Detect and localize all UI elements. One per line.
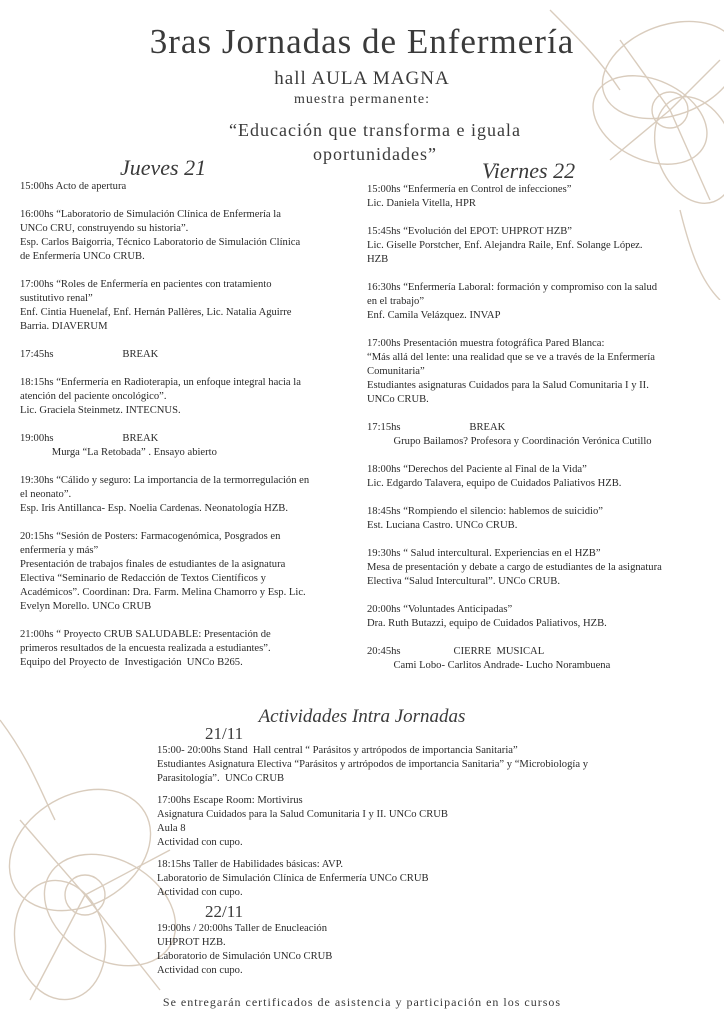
schedule-item <box>157 794 717 850</box>
schedule-item <box>367 505 712 533</box>
schedule-line: 19:30hs “ Salud intercultural. Experiencias en el HZB” <box>367 548 601 559</box>
schedule-line: 18:45hs “Rompiendo el silencio: hablemos de suicidio” <box>367 506 603 517</box>
schedule-item <box>20 278 360 334</box>
schedule-line: de Enfermería UNCo CRUB. <box>20 251 145 262</box>
schedule-line: Parasitología”. UNCo CRUB <box>157 773 285 784</box>
exhibit-heading: muestra permanente: <box>293 92 430 107</box>
schedule-line: 18:00hs “Derechos del Paciente al Final de la Vida” <box>367 464 587 475</box>
schedule-line: Esp. Iris Antillanca- Esp. Noelia Cardenas. Neonatología HZB. <box>20 503 289 514</box>
schedule-line: Electiva “Seminario de Redacción de Textos Científicos y <box>20 573 266 584</box>
schedule-item <box>20 628 360 670</box>
schedule-item <box>20 530 360 614</box>
schedule-line: enfermería y más” <box>20 545 99 556</box>
schedule-line: 20:45hs CIERRE MUSICAL <box>367 646 545 657</box>
schedule-item <box>20 180 360 194</box>
schedule-item <box>20 208 360 264</box>
schedule-line: el neonato”. <box>20 489 72 500</box>
schedule-line: 20:00hs “Voluntades Anticipadas” <box>367 604 513 615</box>
schedule-line: Murga “La Retobada” . Ensayo abierto <box>20 447 217 458</box>
schedule-line: Comunitaria” <box>367 366 425 377</box>
intra-date-22: 22/11 <box>205 902 244 921</box>
schedule-line: 15:00- 20:00hs Stand Hall central “ Parásitos y artrópodos de importancia Sanitaria” <box>157 745 518 756</box>
schedule-line: Lic. Edgardo Talavera, equipo de Cuidados Paliativos HZB. <box>367 478 622 489</box>
schedule-line: 16:30hs “Enfermería Laboral: formación y compromiso con la salud <box>367 282 658 293</box>
schedule-line: Lic. Graciela Steinmetz. INTECNUS. <box>20 405 181 416</box>
schedule-line: 18:15hs Taller de Habilidades básicas: AVP. <box>157 859 343 870</box>
schedule-line: 15:45hs “Evolución del EPOT: UHPROT HZB” <box>367 226 572 237</box>
schedule-line: 17:45hs BREAK <box>20 349 159 360</box>
schedule-line: 19:30hs “Cálido y seguro: La importancia de la termorregulación en <box>20 475 310 486</box>
schedule-line: 20:15hs “Sesión de Posters: Farmacogenómica, Posgrados en <box>20 531 281 542</box>
page-title: 3ras Jornadas de Enfermería <box>149 22 575 61</box>
schedule-line: Actividad con cupo. <box>157 837 243 848</box>
certificates-note: Se entregarán certificados de asistencia y participación en los cursos <box>162 995 562 1009</box>
schedule-line: UHPROT HZB. <box>157 937 226 948</box>
intra-day1-schedule <box>157 744 717 908</box>
schedule-item <box>367 421 712 449</box>
exhibit-theme: “Educación que transforma e iguala oportunidades” <box>229 120 521 164</box>
thursday-schedule <box>20 180 360 684</box>
schedule-line: Esp. Carlos Baigorria, Técnico Laboratorio de Simulación Clínica <box>20 237 301 248</box>
friday-schedule <box>367 183 712 687</box>
schedule-line: 17:00hs Presentación muestra fotográfica Pared Blanca: <box>367 338 605 349</box>
schedule-line: “Más allá del lente: una realidad que se ve a través de la Enfermería <box>367 352 655 363</box>
schedule-line: Laboratorio de Simulación UNCo CRUB <box>157 951 333 962</box>
schedule-line: Presentación de trabajos finales de estudiantes de la asignatura <box>20 559 286 570</box>
schedule-item <box>367 281 712 323</box>
schedule-line: 19:00hs BREAK <box>20 433 159 444</box>
schedule-item <box>367 603 712 631</box>
schedule-line: Cami Lobo- Carlitos Andrade- Lucho Norambuena <box>367 660 611 671</box>
schedule-item <box>20 432 360 460</box>
schedule-item <box>367 337 712 407</box>
schedule-line: Electiva “Salud Intercultural”. UNCo CRUB. <box>367 576 560 587</box>
location-heading: hall AULA MAGNA <box>274 68 450 89</box>
thursday-heading: Jueves 21 <box>120 155 207 180</box>
schedule-line: Dra. Ruth Butazzi, equipo de Cuidados Paliativos, HZB. <box>367 618 607 629</box>
schedule-line: 17:00hs “Roles de Enfermería en pacientes con tratamiento <box>20 279 272 290</box>
schedule-line: Lic. Daniela Vitella, HPR <box>367 198 476 209</box>
schedule-item <box>367 225 712 267</box>
intra-date-21: 21/11 <box>205 724 244 743</box>
schedule-line: en el trabajo” <box>367 296 425 307</box>
schedule-line: Aula 8 <box>157 823 186 834</box>
schedule-line: Actividad con cupo. <box>157 887 243 898</box>
schedule-item <box>157 922 717 978</box>
schedule-line: Equipo del Proyecto de Investigación UNCo B265. <box>20 657 243 668</box>
schedule-line: 16:00hs “Laboratorio de Simulación Clínica de Enfermería la <box>20 209 281 220</box>
schedule-line: 19:00hs / 20:00hs Taller de Enucleación <box>157 923 327 934</box>
schedule-item <box>157 744 717 786</box>
schedule-line: 15:00hs “Enfermería en Control de infecciones” <box>367 184 572 195</box>
schedule-line: UNCo CRUB. <box>367 394 429 405</box>
schedule-line: sustitutivo renal” <box>20 293 93 304</box>
schedule-item <box>367 183 712 211</box>
schedule-line: HZB <box>367 254 389 265</box>
schedule-line: atención del paciente oncológico”. <box>20 391 167 402</box>
schedule-line: 15:00hs Acto de apertura <box>20 181 127 192</box>
schedule-line: Barria. DIAVERUM <box>20 321 108 332</box>
schedule-line: Mesa de presentación y debate a cargo de estudiantes de la asignatura <box>367 562 662 573</box>
schedule-line: Laboratorio de Simulación Clínica de Enfermería UNCo CRUB <box>157 873 429 884</box>
schedule-item <box>157 858 717 900</box>
schedule-item <box>20 474 360 516</box>
schedule-line: Enf. Cintia Huenelaf, Enf. Hernán Pallères, Lic. Natalia Aguirre <box>20 307 292 318</box>
schedule-item <box>367 463 712 491</box>
schedule-line: Grupo Bailamos? Profesora y Coordinación Verónica Cutillo <box>367 436 652 447</box>
schedule-line: Evelyn Morello. UNCo CRUB <box>20 601 152 612</box>
schedule-line: 21:00hs “ Proyecto CRUB SALUDABLE: Presentación de <box>20 629 271 640</box>
schedule-line: 18:15hs “Enfermería en Radioterapia, un enfoque integral hacia la <box>20 377 301 388</box>
schedule-line: Estudiantes Asignatura Electiva “Parásitos y artrópodos de importancia Sanitaria” y “Microbiología y <box>157 759 588 770</box>
schedule-line: 17:15hs BREAK <box>367 422 506 433</box>
schedule-line: Actividad con cupo. <box>157 965 243 976</box>
schedule-item <box>367 547 712 589</box>
schedule-line: primeros resultados de la encuesta realizada a estudiantes”. <box>20 643 271 654</box>
schedule-item <box>20 348 360 362</box>
schedule-item <box>20 376 360 418</box>
schedule-line: Académicos”. Coordinan: Dra. Farm. Melina Chamorro y Esp. Lic. <box>20 587 306 598</box>
schedule-line: Estudiantes asignaturas Cuidados para la Salud Comunitaria I y II. <box>367 380 649 391</box>
intra-activities-title: Actividades Intra Jornadas <box>258 706 466 727</box>
friday-heading: Viernes 22 <box>482 158 576 183</box>
schedule-line: UNCo CRU, construyendo su historia”. <box>20 223 189 234</box>
schedule-line: Est. Luciana Castro. UNCo CRUB. <box>367 520 518 531</box>
schedule-line: Asignatura Cuidados para la Salud Comunitaria I y II. UNCo CRUB <box>157 809 448 820</box>
schedule-item <box>367 645 712 673</box>
intra-day2-schedule <box>157 922 717 986</box>
schedule-line: 17:00hs Escape Room: Mortivirus <box>157 795 303 806</box>
schedule-line: Enf. Camila Velázquez. INVAP <box>367 310 501 321</box>
schedule-line: Lic. Giselle Porstcher, Enf. Alejandra Raile, Enf. Solange López. <box>367 240 643 251</box>
